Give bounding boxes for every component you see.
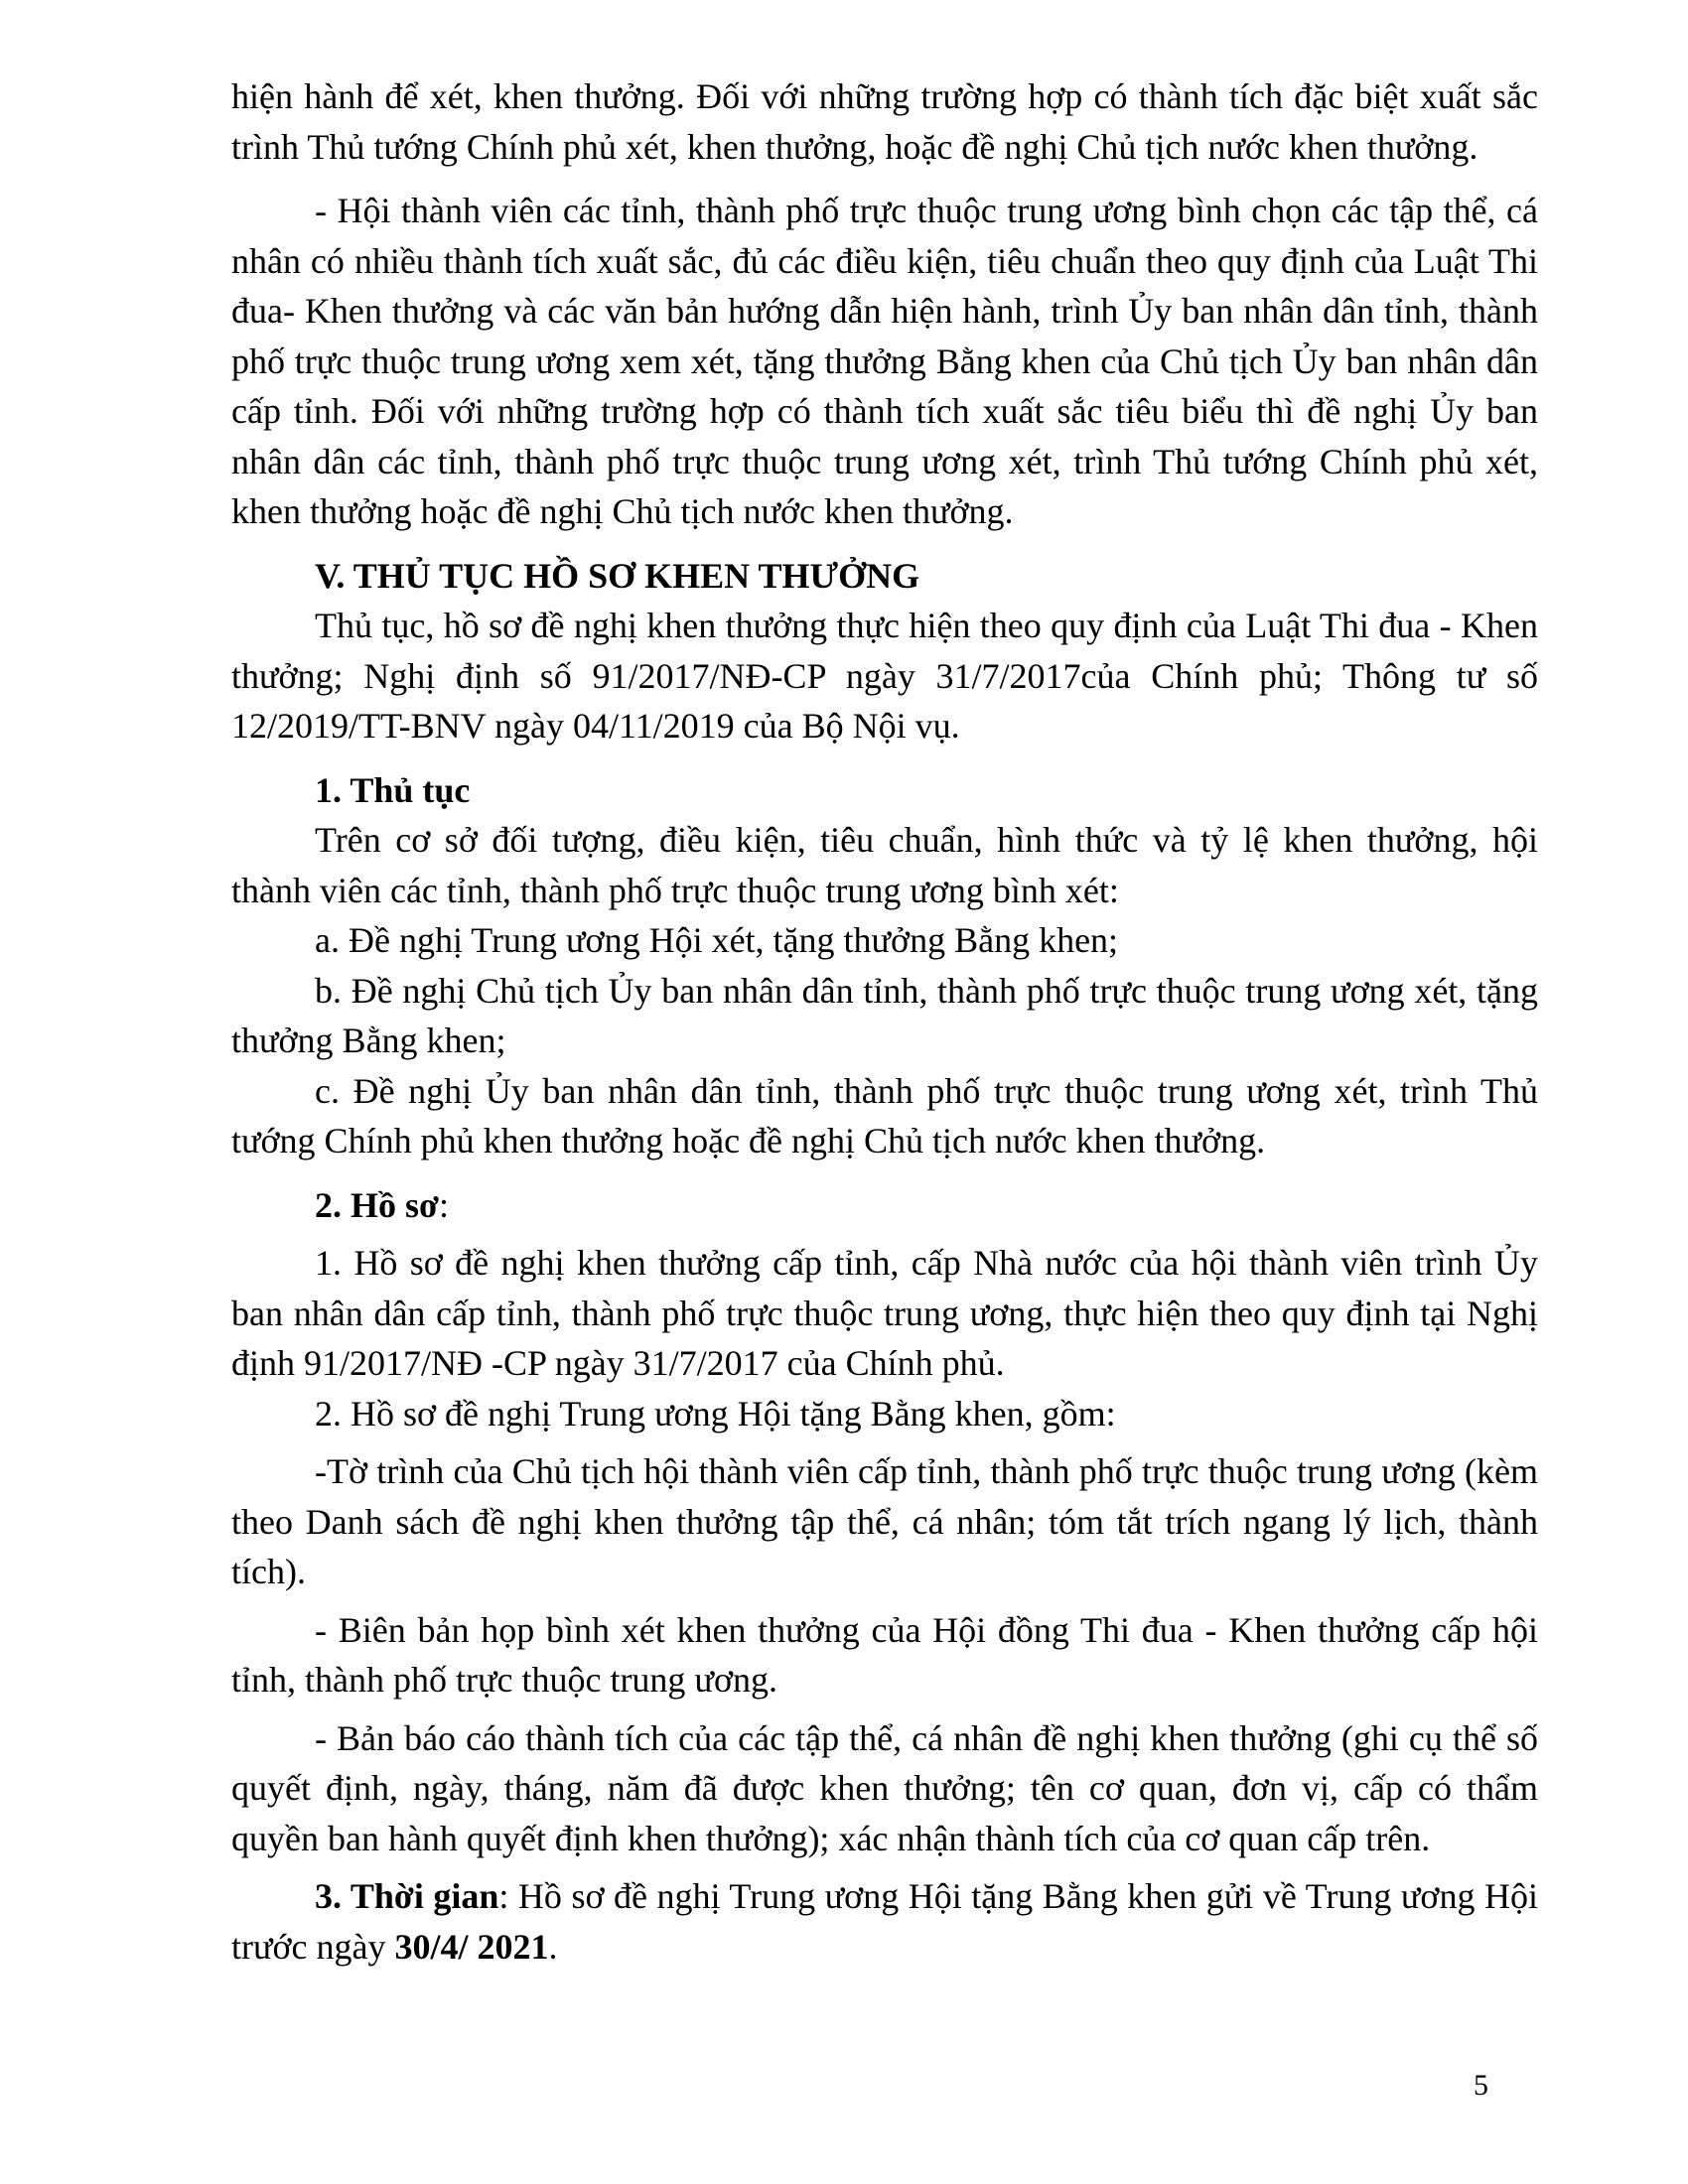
- subheading-dossier-colon: :: [438, 1184, 449, 1225]
- paragraph-dossier-1: 1. Hồ sơ đề nghị khen thưởng cấp tỉnh, cấp Nhà nước của hội thành viên trình Ủy ban nhân dân cấp tỉnh, thành phố trực thuộc trung ương, thực hiện theo quy định tại Nghị định 91/2017/NĐ -CP ngày 31/7/2017 của Chính phủ.: [231, 1243, 1538, 1383]
- paragraph-provincial-members: - Hội thành viên các tỉnh, thành phố trực thuộc trung ương bình chọn các tập thể, cá nhân có nhiều thành tích xuất sắc, đủ các điều kiện, tiêu chuẩn theo quy định của Luật Thi đua- Khen thưởng và các văn bản hướng dẫn hiện hành, trình Ủy ban nhân dân tỉnh, thành phố trực thuộc trung ương xem xét, tặng thưởng Bằng khen của Chủ tịch Ủy ban nhân dân cấp tỉnh. Đối với những trường hợp có thành tích xuất sắc tiêu biểu thì đề nghị Ủy ban nhân dân các tỉnh, thành phố trực thuộc trung ương xét, trình Thủ tướng Chính phủ xét, khen thưởng hoặc đề nghị Chủ tịch nước khen thưởng.: [231, 191, 1538, 531]
- paragraph-meeting-minutes: - Biên bản họp bình xét khen thưởng của Hội đồng Thi đua - Khen thưởng cấp hội tỉnh, thành phố trực thuộc trung ương.: [231, 1609, 1538, 1700]
- paragraph-achievement-report: - Bản báo cáo thành tích của các tập thể, cá nhân đề nghị khen thưởng (ghi cụ thể số quyết định, ngày, tháng, năm đã được khen thưởng; tên cơ quan, đơn vị, cấp có thẩm quyền ban hành quyết định khen thưởng); xác nhận thành tích của cơ quan cấp trên.: [231, 1717, 1538, 1858]
- paragraph-dossier-2: 2. Hồ sơ đề nghị Trung ương Hội tặng Bằng khen, gồm:: [315, 1393, 1116, 1433]
- paragraph-procedures-basis: Trên cơ sở đối tượng, điều kiện, tiêu chuẩn, hình thức và tỷ lệ khen thưởng, hội thành viên các tỉnh, thành phố trực thuộc trung ương bình xét:: [231, 820, 1538, 910]
- paragraph-procedures-intro: Thủ tục, hồ sơ đề nghị khen thưởng thực hiện theo quy định của Luật Thi đua - Khen thưởng; Nghị định số 91/2017/NĐ-CP ngày 31/7/2017của Chính phủ; Thông tư số 12/2019/TT-BNV ngày 04/11/2019 của Bộ Nội vụ.: [231, 606, 1538, 746]
- paragraph-deadline: [231, 1871, 1538, 1972]
- paragraph-continuation: hiện hành để xét, khen thưởng. Đối với những trường hợp có thành tích đặc biệt xuất sắc trình Thủ tướng Chính phủ xét, khen thưởng, hoặc đề nghị Chủ tịch nước khen thưởng.: [231, 76, 1538, 167]
- paragraph-submission-letter: -Tờ trình của Chủ tịch hội thành viên cấp tỉnh, thành phố trực thuộc trung ương (kèm theo Danh sách đề nghị khen thưởng tập thể, cá nhân; tóm tắt trích ngang lý lịch, thành tích).: [231, 1451, 1538, 1591]
- subheading-dossier: 2. Hồ sơ: [315, 1184, 439, 1225]
- deadline-end: .: [548, 1926, 558, 1967]
- list-item-c: c. Đề nghị Ủy ban nhân dân tỉnh, thành phố trực thuộc trung ương xét, trình Thủ tướng Chính phủ khen thưởng hoặc đề nghị Chủ tịch nước khen thưởng.: [231, 1070, 1538, 1160]
- list-item-a: a. Đề nghị Trung ương Hội xét, tặng thưởng Bằng khen;: [315, 920, 1119, 960]
- list-item-b: b. Đề nghị Chủ tịch Ủy ban nhân dân tỉnh, thành phố trực thuộc trung ương xét, tặng thưởng Bằng khen;: [231, 970, 1538, 1060]
- document-page: [231, 71, 1538, 1972]
- subheading-time: 3. Thời gian: [315, 1876, 499, 1916]
- deadline-date: 30/4/ 2021: [394, 1926, 549, 1967]
- page-number: 5: [1474, 2069, 1488, 2102]
- section-heading-procedures-dossier: V. THỦ TỤC HỒ SƠ KHEN THƯỞNG: [315, 555, 920, 596]
- subheading-dossier-line: [231, 1180, 1538, 1231]
- deadline-text: : Hồ sơ đề nghị Trung ương Hội tặng Bằng khen gửi về Trung ương Hội trước ngày: [231, 1876, 1538, 1967]
- subheading-procedures: 1. Thủ tục: [315, 769, 471, 810]
